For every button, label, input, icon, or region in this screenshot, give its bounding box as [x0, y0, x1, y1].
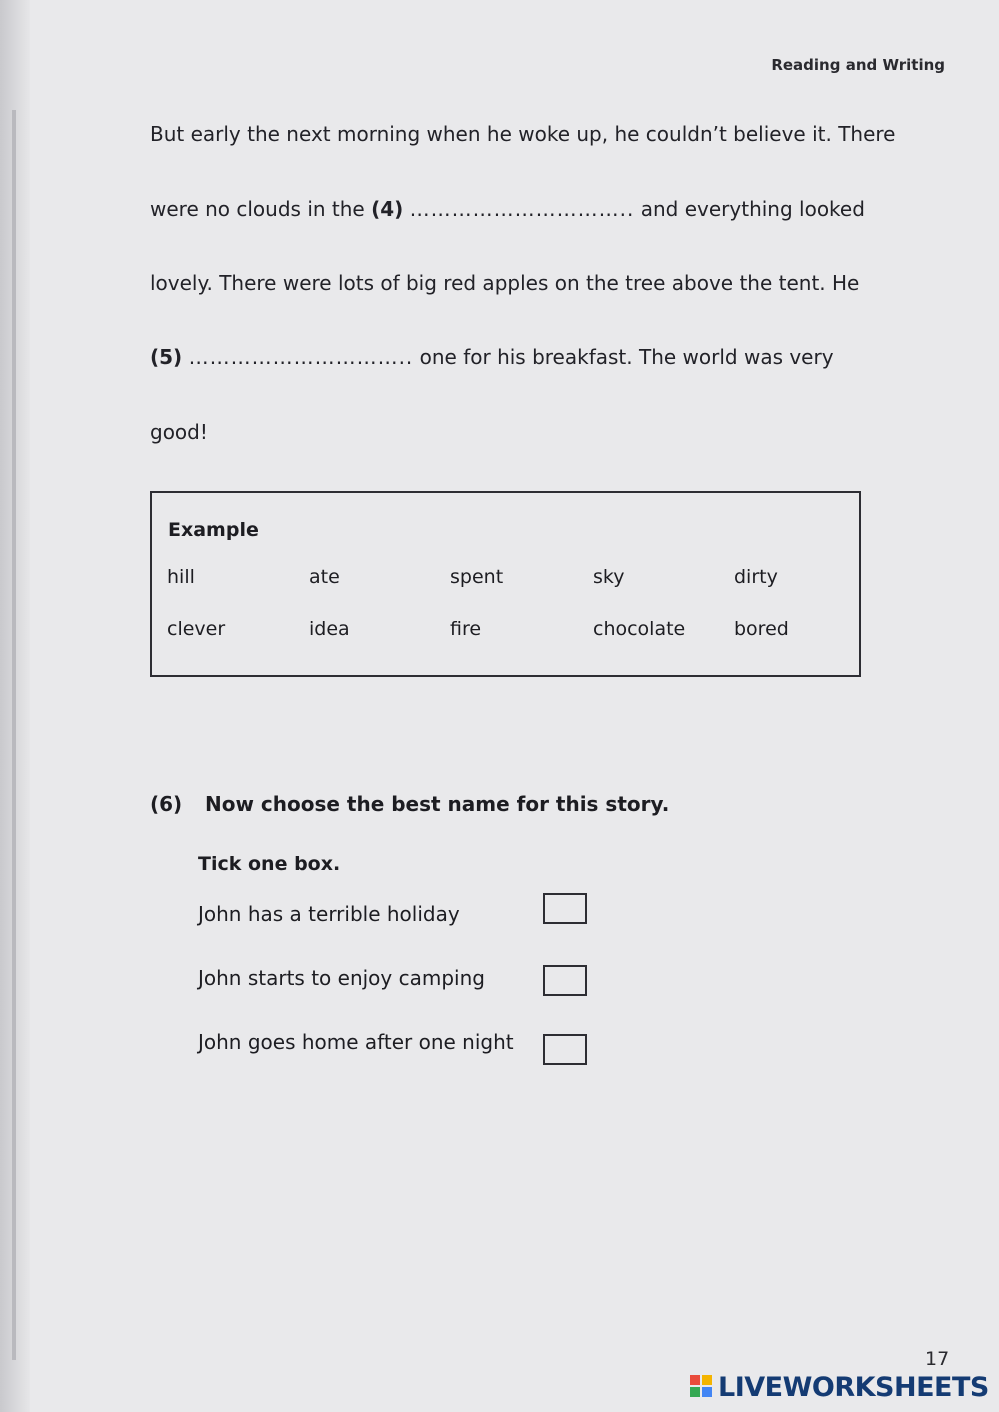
option-checkbox-1[interactable]	[543, 893, 587, 924]
story-line-4-after: one for his breakfast. The world was very	[419, 345, 834, 369]
option-label: John goes home after one night	[198, 1030, 514, 1054]
tick-instruction: Tick one box.	[198, 853, 341, 875]
option-checkbox-2[interactable]	[543, 965, 587, 996]
word-option: dirty	[734, 566, 778, 588]
question-6-prompt: Now choose the best name for this story.	[204, 792, 670, 816]
story-line-5: good!	[150, 420, 208, 444]
story-line-3: lovely. There were lots of big red apples on the tree above the tent. He	[150, 271, 860, 295]
page-number: 17	[925, 1348, 950, 1370]
question-6-number: (6)	[150, 792, 183, 816]
story-line-2-before: were no clouds in the	[150, 197, 365, 221]
word-box	[150, 491, 861, 677]
word-option: bored	[734, 618, 789, 640]
page-binding-line	[12, 110, 16, 1360]
word-box-example-label: Example	[168, 519, 259, 541]
liveworksheets-icon	[690, 1375, 714, 1399]
word-option: sky	[593, 566, 625, 588]
brand-logo	[690, 1370, 989, 1404]
brand-name: LIVEWORKSHEETS	[718, 1371, 989, 1403]
option-label: John has a terrible holiday	[198, 902, 460, 926]
story-line-2	[150, 197, 865, 221]
option-checkbox-3[interactable]	[543, 1034, 587, 1065]
story-line-1: But early the next morning when he woke up, he couldn’t believe it. There	[150, 122, 896, 146]
word-option: chocolate	[593, 618, 686, 640]
word-option: spent	[450, 566, 504, 588]
question-5-blank[interactable]: …………………………..	[188, 345, 414, 369]
question-5-number: (5)	[150, 345, 183, 369]
question-6	[150, 792, 669, 816]
section-header: Reading and Writing	[771, 56, 945, 74]
question-4-blank[interactable]: …………………………..	[409, 197, 635, 221]
question-4-number: (4)	[371, 197, 404, 221]
story-line-2-after: and everything looked	[640, 197, 865, 221]
word-option: clever	[167, 618, 226, 640]
word-option: ate	[309, 566, 340, 588]
word-option: idea	[309, 618, 350, 640]
story-line-4	[150, 345, 862, 369]
option-label: John starts to enjoy camping	[198, 966, 485, 990]
word-option: fire	[450, 618, 482, 640]
word-option: hill	[167, 566, 195, 588]
